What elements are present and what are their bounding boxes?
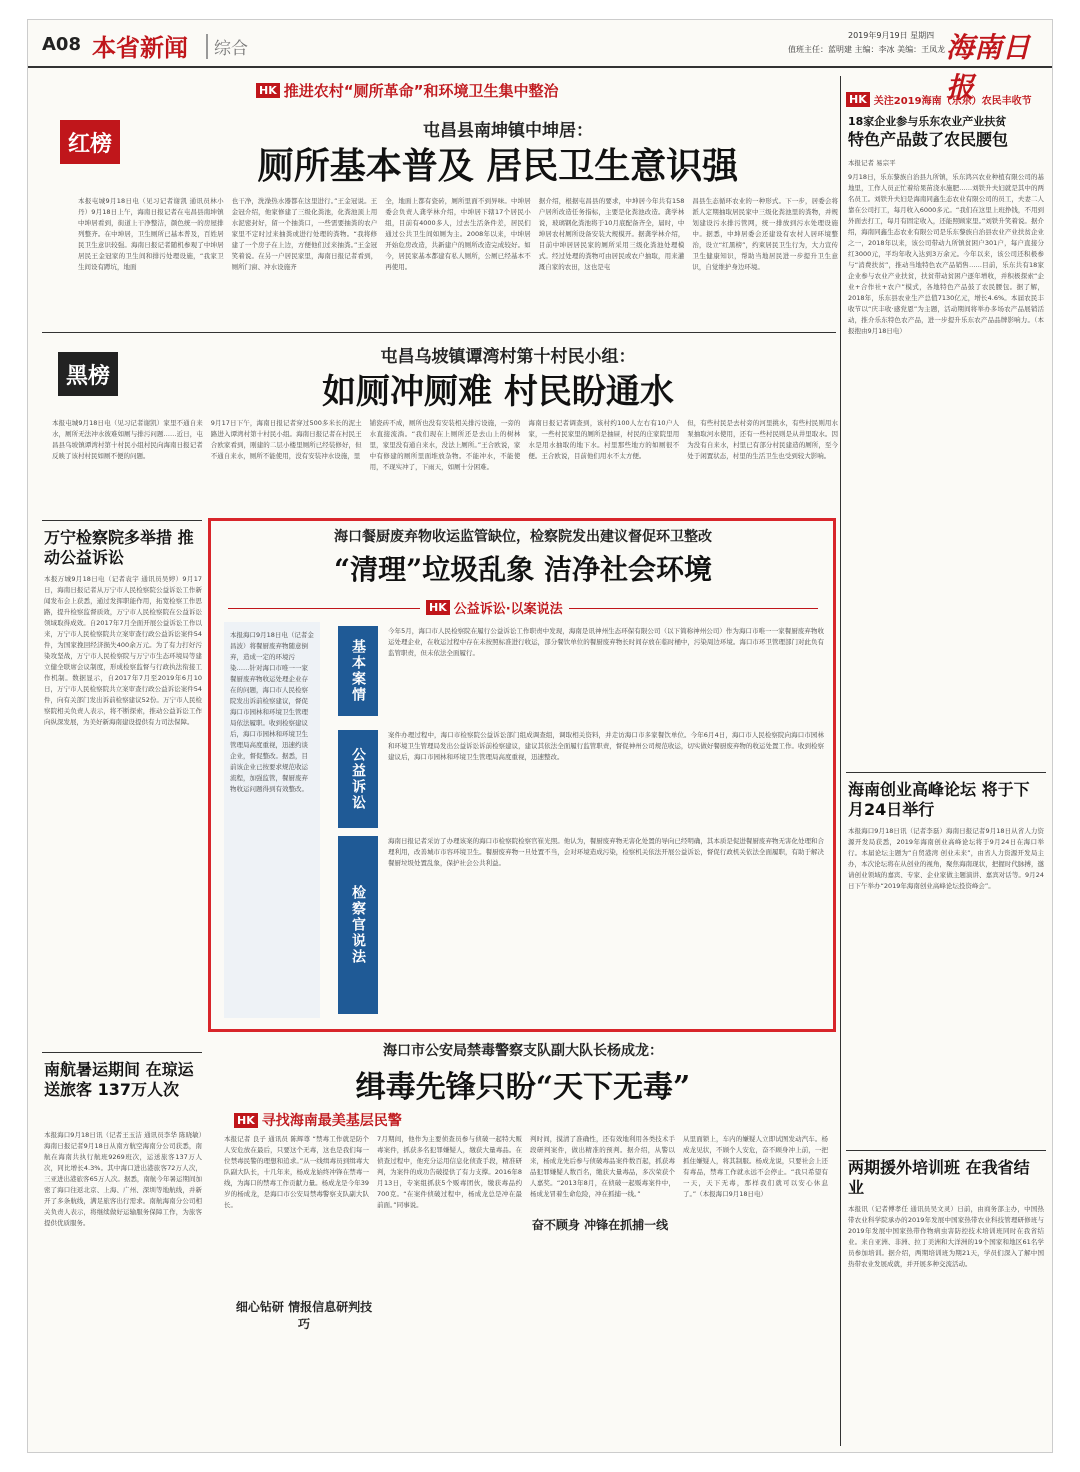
hk-logo-icon: HK <box>846 92 870 107</box>
editor-credits: 值班主任：蓝明建 主编：李冰 美编：王凤龙 <box>788 45 946 54</box>
red-list-col: 本报屯城9月18日电（见习记者谢凯 通讯员林小丹）9月18日上午，海南日报记者在屯昌县南坤镇中坤居看到，街道上干净整洁，颜色统一的房屋排列整齐。在中坤居，卫生厕所已基本普及，百姓居民卫生意识较强。海南日报记者随机参观了中坤居居民王金冠家的卫生间和排污处理设施，“我家卫生间设有蹲坑，地面 <box>78 197 224 271</box>
section-body: 今年5月，海口市人民检察院在履行公益诉讼工作职责中发现，海南是讯神州生态环保有限公司（以下简称神州公司）作为海口市唯一一家餐厨废弃物收运处理企业，在收运过程中存在未按照标准进行收运，部分餐饮单位的餐厨废弃物长时间存放在临时桶中，污染周边环境。海口市环卫管理部门对此负有监管职责，但未依法全面履行。 <box>388 627 824 657</box>
top-banner-text: 推进农村“厕所革命”和环境卫生集中整治 <box>283 82 559 100</box>
page-number: A08 <box>42 34 81 55</box>
section-label-case: 基本案情 <box>338 626 378 716</box>
black-list-kicker: 屯昌乌坡镇谭湾村第十村民小组： <box>380 347 636 367</box>
highlight-kicker: 海口餐厨废弃物收运监管缺位，检察院发出建议督促环卫整改 <box>334 529 712 545</box>
red-list-col: 全，地面上都有瓷砖，厕所里面不到异味。中坤居委会负责人龚学林介绍，中坤居下辖17个居民小组，目前有4000多人，过去生活条件差，居民们通过公共卫生间如厕为主。2008年以来，中坤居开始危房改造，共新建户的厕所改造完成较好。如今，居民家基本都建有私人厕所，公厕已经基本不再使用。 <box>385 197 531 271</box>
anti-drug-col: 判时间，摸清了准确性，还有效地利用各类技术手段研判案件，做出精准的预判。据介绍，从警以来，杨成龙先后参与侦破毒品案件数百起，抓获毒品犯罪嫌疑人数百名，缴获大量毒品，多次荣获个人嘉奖。“2013年8月，在侦破一起贩毒案件中，杨成龙冒着生命危险，冲在抓捕一线。” <box>530 1135 675 1198</box>
highlight-headline: “清理”垃圾乱象 洁净社会环境 <box>334 553 712 586</box>
hk-logo-icon: HK <box>234 1113 258 1128</box>
divider <box>42 332 836 333</box>
newspaper-page <box>28 20 1052 1452</box>
section-text-case <box>388 626 824 718</box>
black-list-col: 铺瓷砖不成，厕所也没有安装相关排污设施，一旁的水直接流淌。“我们现在上厕所还是去山上的树林里，家里没有通自来水，没法上厕所。”王合欧说，家中有修建的厕所里面堆放杂物。不能冲水，不能使用，不现实冲了，下雨天，如厕十分困难。 <box>369 419 521 471</box>
right-banner-text: 关注2019海南（乐东）农民丰收节 <box>873 96 1032 107</box>
highlight-side-note: 本报海口9月18日电（记者金昌波）将餐厨废弃物随意倒弃，造成一定的环境污染……针对海口市唯一一家餐厨废弃物收运处理企业存在的问题，海口市人民检察院发出诉前检察建议，督促海口市园林和环境卫生管理局依法履职。收到检察建议后，海口市园林和环境卫生管理局高度重视，迅速约谈企业，督促整改。据悉，目前该企业已按要求规范收运流程，加强监管，餐厨废弃物收运问题得到有效整改。 <box>224 622 320 1018</box>
red-list-headline: 厕所基本普及 居民卫生意识强 <box>257 145 739 187</box>
nanhang-headline: 南航暑运期间 在琼运送旅客 137万人次 <box>44 1060 194 1099</box>
nanhang-body: 本报海口9月18日讯（记者王玉洁 通讯员李华 陈晓敏）海南日报记者9月18日从南方航空海南分公司获悉，南航在海南共执行航班9269班次，运送旅客137万人次，同比增长4.3%。其中海口进出港旅客72万人次，三亚进出港旅客65万人次。据悉，南航今年暑运期间加密了海口往返北京、上海、广州、深圳等地航线，并新开了多条航线，满足旅客出行需求。南航海南分公司相关负责人表示，将继续做好运输服务保障工作，为旅客提供优质服务。 <box>44 1131 202 1227</box>
section-body: 案件办理过程中，海口市检察院公益诉讼部门组成调查组，调取相关资料，并走访海口市多家餐饮单位。今年6月4日，海口市人民检察院向海口市园林和环境卫生管理局发出公益诉讼诉前检察建议，建议其依法全面履行监管职责，督促神州公司规范收运，切实做好餐厨废弃物的收运处置工作。收到检察建议后，海口市园林和环境卫生管理局高度重视，迅速整改。 <box>388 731 824 761</box>
anti-drug-headline: 缉毒先锋只盼“天下无毒” <box>355 1070 691 1105</box>
right-headline: 特色产品鼓了农民腰包 <box>848 130 1009 149</box>
red-list-col: 昌县生态循环农业的一种形式。下一步，居委会将派人定期抽取居民家中三级化粪池里的粪物，并规划建设污水排污管网，统一排放到污水处理设施中。据悉，中坤居委会还建设有农村人居环境整治，设立“红黑榜”，约束居民卫生行为，大力宣传卫生健康知识，帮助当地居民进一步提升卫生意识，自觉维护身边环境。 <box>692 197 838 271</box>
anti-drug-kicker: 海口市公安局禁毒警察支队副大队长杨成龙： <box>383 1043 663 1059</box>
forum-body: 本报海口9月18日讯（记者李磊）海南日报记者9月18日从省人力资源开发局获悉，2019年海南创业高峰论坛将于9月24日在海口举行。本届论坛主题为“自贸港湾 创业未来”，由省人力资源开发局主办，本次论坛将在从创业的视角，聚焦海南现状，把握时代脉搏，邀请创业领域的嘉宾、专家、企业家做主题演讲、嘉宾对话等。9月24日下午举办“2019年海南创业高峰论坛投资峰会”。 <box>848 827 1044 890</box>
red-list-body <box>78 196 838 324</box>
red-list-col: 据介绍，根据屯昌县的要求，中坤居今年共有158户居所改造任务指标，主要是化粪池改造。龚学林说，玻璃钢化粪池将于10月底配备齐全，届时，中坤居农村厕所设备安装大规模开。据龚学林介绍，目前中坤居居民家的厕所采用三级化粪池处理模式。经过处理的粪物可由居民或农户抽取，用来灌溉自家的农田，这也是屯 <box>538 197 685 271</box>
issue-date: 2019年9月19日 星期四 <box>848 31 935 40</box>
subsection-title: 综合 <box>206 34 248 59</box>
anti-drug-col: 本报记者 良子 通讯员 陈辉尊 “禁毒工作就是防个人安危放在最后，只要这个无毒，这也是我们每一位禁毒民警的理想和追求。”从一线缉毒员到缉毒大队副大队长，十几年来，杨成龙始终冲锋在禁毒一线，为海口的禁毒工作贡献力量。杨成龙是今年39岁的杨成龙，是海口市公安局禁毒警察支队副大队长。 <box>224 1135 369 1209</box>
hk-logo-icon: HK <box>426 600 450 615</box>
section-text-litigation <box>388 730 824 828</box>
highlight-banner-text: 公益诉讼·以案说法 <box>453 602 563 617</box>
anti-drug-subhead: 细心钻研 情报信息研判技巧 <box>235 1300 373 1331</box>
red-list-badge: 红榜 <box>60 120 120 164</box>
right-byline: 本报记者 易宗平 <box>848 159 896 167</box>
section-body: 海南日报记者采访了办理该案的海口市检察院检察官崔光照。他认为，餐厨废弃物无害化处置的导向已经明确，其本质是促进餐厨废弃物无害化处理和合理利用，改善城市市容环境卫生。餐厨废弃物一旦处置不当，会对环境造成污染，检察机关依法开展公益诉讼，督促行政机关依法全面履职，有助于解决餐厨垃圾处置乱象，保护社会公共利益。 <box>388 837 824 867</box>
anti-drug-banner <box>234 1110 402 1130</box>
top-banner <box>256 80 558 101</box>
anti-drug-body <box>224 1134 828 1440</box>
anti-drug-col: 从里面锁上，车内的嫌疑人立即试图发动汽车。杨成龙见状，不顾个人安危，奋不顾身冲上前，一把抓住嫌疑人，将其制服。杨成龙说，只要社会上还有毒品，禁毒工作就永远不会停止。“我只希望有一天，天下无毒，那样我们就可以安心休息了。”（本报海口9月18日电） <box>683 1135 828 1198</box>
black-list-col: 海南日报记者调查到，该村约100人左右有10户人家，一些村民家里的厕所是抽屉，村民的庄家院里用水是用水抽取的地下水。村里那些地方的如厕很不便。王合欧说，目前他们用水不太方便。 <box>528 419 680 460</box>
highlight-banner <box>420 598 569 617</box>
anti-drug-banner-text: 寻找海南最美基层民警 <box>261 1113 402 1129</box>
left-headline: 万宁检察院多举措 推动公益诉讼 <box>44 528 194 567</box>
right-kicker: 18家企业参与乐东农业产业扶贫 <box>848 115 1007 128</box>
black-list-headline: 如厕冲厕难 村民盼通水 <box>322 372 674 412</box>
anti-drug-col: 7月期间，他作为主要侦查员参与侦破一起特大贩毒案件，抓获多名犯罪嫌疑人，缴获大量毒品。在侦查过程中，他充分运用信息化侦查手段，精准研判，为案件的成功告破提供了有力支撑。2016年8月13日，专案组抓获5个贩毒团伙，缴获毒品约700克。“在案件侦破过程中，杨成龙总是冲在最前面。”同事说。 <box>377 1135 522 1209</box>
divider <box>42 520 202 521</box>
right-banner <box>846 92 1032 107</box>
newspaper-logo: 海南日报 <box>946 31 1031 104</box>
black-list-col: 本报屯城9月18日电（见习记者谢凯）家里不通自来水，厕所无法冲水彼难如厕与排污问题……近日，屯昌县乌坡镇谭湾村第十村民小组村民向海南日报记者反映了该村村民如厕不便的问题。 <box>52 419 203 460</box>
training-headline: 两期援外培训班 在我省结业 <box>848 1158 1030 1197</box>
anti-drug-subhead-2: 奋不顾身 冲锋在抓捕一线 <box>531 1218 669 1232</box>
section-label-prosecutor: 检察官说法 <box>338 836 378 1014</box>
black-list-col: 但，有些村民是去村旁的河里挑水，有些村民则用水泵抽取河水使用，还有一些村民则是从井里取水。因为没有自来水，村里已有部分村民建造的厕所，至今处于闲置状态，村里的生活卫生也受到较大影响。 <box>687 419 838 460</box>
left-body: 本报万城9月18日电（记者袁宇 通讯员吴婷）9月17日，海南日报记者从万宁市人民检察院公益诉讼工作新闻发布会上获悉，通过发挥职能作用，拓宽检察工作思路，提升检察监督质效，万宁市人民检察院在公益诉讼领域取得成效。自2017年7月全面开展公益诉讼工作以来，万宁市人民检察院共立案审查行政公益诉讼案件54件，为国家挽回经济损失400余万元。为了有力打好污染攻坚战，万宁市人民检察院与万宁市生态环境局等建立健全联席会议制度，形成检察监督与行政执法衔接工作机制。数据显示，自2017年7月至2019年6月10日，万宁市人民检察院共立案审查行政公益诉讼案件54件，向有关部门发出诉前检察建议52份。万宁市人民检察院相关负责人表示，将不断探索，推动公益诉讼工作向纵深发展，为美好新海南建设提供有力司法保障。 <box>44 575 202 726</box>
section-title: 本省新闻 <box>92 34 188 62</box>
right-body: 9月18日，乐东黎族自治县九所镇，乐东鸿兴农业种植有限公司的基地里，工作人员正忙着给果苗浇水施肥……刘铁升夫妇就是其中的两名员工。刘铁升夫妇是海南同鑫生态农业有限公司的员工，夫妻二人靠在公司打工，每月收入6000多元。“我们在这里上班挣钱，不用到外面去打工，每月有固定收入，还能照顾家里。”刘铁升笑着说。据介绍，海南同鑫生态农业有限公司是乐东黎族自治县农业产业扶贫企业之一，2018年以来，该公司带动九所镇贫困户301户，每户直接分红3000元，平均年收入达到3万余元。今年以来，该公司还积极参与“消费扶贫”，推动当地特色农产品销售……目前，乐东共有18家企业参与农业产业扶贫，扶贫带动贫困户逐年增收，并积极探索“企业+合作社+农户”模式，各地特色产品鼓了农民腰包。据了解，2018年，乐东县农业生产总值7130亿元，增长4.6%。本届农民丰收节以“庆丰收·感党恩”为主题，活动期间将举办多场农产品展销活动，推介乐东特色农产品，进一步提升乐东农产品品牌影响力。（本报抱由9月18日电） <box>848 173 1044 335</box>
divider <box>846 772 1046 773</box>
section-text-prosecutor <box>388 836 824 1016</box>
red-list-col: 也干净，洗澡热水器都在这里进行。”王金冠说。王金冠介绍，他家修建了三级化粪池，化粪池顶上用水泥密封好，留一个抽粪口，一些需要抽粪的农户家里不定时过来抽粪或进行处理的粪物。“我将修建了一个房子在上边，方便他们过来抽粪。”王金冠笑着说。在另一户居民家里，海南日报记者看到，厕所门窗、冲水设施齐 <box>231 197 378 271</box>
forum-headline: 海南创业高峰论坛 将于下月24日举行 <box>848 780 1030 819</box>
red-list-kicker: 屯昌县南坤镇中坤居： <box>423 121 593 141</box>
black-list-col: 9月17日下午，海南日报记者穿过500多米长的泥土路进入谭湾村第十村民小组。海南日报记者在村民王合欧家看到，刚建的二层小楼里厕所已经装修好，但不通自来水，厕所不能使用，没有安装冲水设施，里 <box>210 419 362 460</box>
hk-logo-icon: HK <box>256 83 280 98</box>
divider <box>846 1150 1046 1151</box>
black-list-body <box>52 418 838 514</box>
black-list-badge: 黑榜 <box>58 352 118 396</box>
divider <box>42 1052 202 1053</box>
section-label-litigation: 公益诉讼 <box>338 730 378 828</box>
training-body: 本报讯（记者傅孝任 通讯员吴文灵）日前，由商务部主办，中国热带农业科学院承办的2019年发展中国家热带农业科技管理研修班与2019年发展中国家热带作物病虫害防控技术培训班同时在我省结业。来自亚洲、非洲、拉丁美洲和大洋洲的19个国家和地区61名学员参加培训。据介绍，两期培训班为期21天，学员们深入了解中国热带农业发展成就，并开展多种交流活动。 <box>848 1205 1044 1268</box>
column-divider <box>840 76 841 1446</box>
